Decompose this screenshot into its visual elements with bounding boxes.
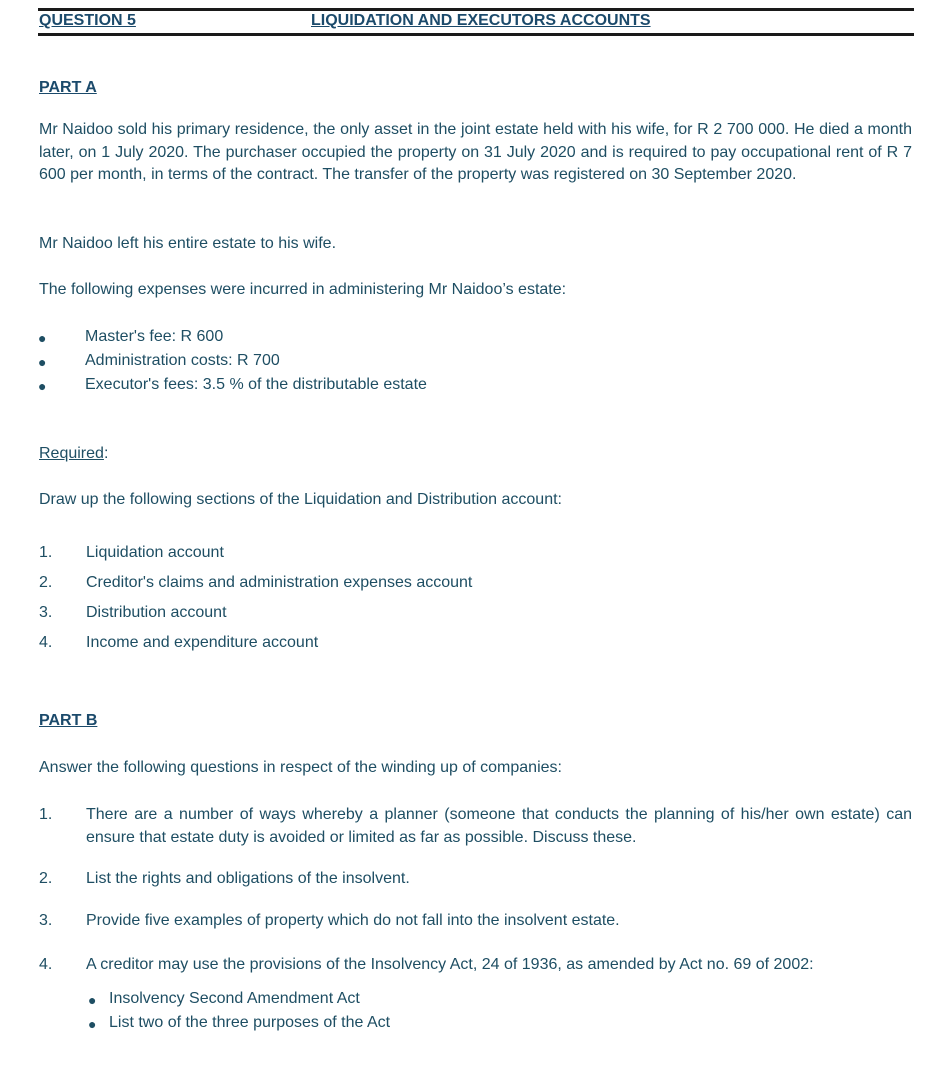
- required-colon: :: [103, 445, 109, 462]
- question-item: Provide five examples of property which do not fall into the insolvent estate.: [86, 912, 620, 929]
- bullet-icon: ●: [38, 330, 47, 346]
- sub-item: Insolvency Second Amendment Act: [109, 990, 360, 1007]
- sub-item: List two of the three purposes of the Act: [109, 1014, 391, 1031]
- part-b-heading: PART B: [39, 712, 98, 729]
- section-item: Liquidation account: [86, 544, 224, 561]
- question-number: 2.: [39, 870, 53, 887]
- section-number: 1.: [39, 544, 53, 561]
- header-top-rule: [38, 8, 914, 11]
- section-number: 2.: [39, 574, 53, 591]
- question-title: LIQUIDATION AND EXECUTORS ACCOUNTS: [311, 12, 651, 29]
- part-a-scenario-paragraph: Mr Naidoo sold his primary residence, the only asset in the joint estate held with his wife, for R 2 700 000. He died a month later, on 1 July 2020. The purchaser occupied the property on 31 July 2020 and is required to pay occupational rent of R 7 600 per month, in terms of the contract. The transfer of the property was registered on 30 September 2020.: [39, 121, 912, 183]
- question-number: QUESTION 5: [39, 12, 136, 29]
- part-a-instruction: Draw up the following sections of the Liquidation and Distribution account:: [39, 491, 562, 508]
- part-a-heading: PART A: [39, 79, 97, 96]
- required-text: Required: [39, 445, 104, 462]
- question-item: There are a number of ways whereby a planner (someone that conducts the planning of his/her own estate) can ensure that estate duty is avoided or limited as far as possible. Discuss these.: [86, 806, 912, 846]
- bullet-icon: ●: [88, 992, 97, 1008]
- part-a-estate-paragraph: Mr Naidoo left his entire estate to his wife.: [39, 235, 337, 252]
- section-number: 4.: [39, 634, 53, 651]
- section-item: Distribution account: [86, 604, 227, 621]
- bullet-icon: ●: [88, 1016, 97, 1032]
- question-item: List the rights and obligations of the insolvent.: [86, 870, 410, 887]
- bullet-icon: ●: [38, 354, 47, 370]
- header-bottom-rule: [38, 33, 914, 36]
- question-number: 3.: [39, 912, 53, 929]
- bullet-icon: ●: [38, 378, 47, 394]
- expense-item: Executor's fees: 3.5 % of the distributable estate: [85, 376, 427, 393]
- section-item: Income and expenditure account: [86, 634, 319, 651]
- question-number: 1.: [39, 806, 53, 823]
- expense-item: Master's fee: R 600: [85, 328, 224, 345]
- expense-item: Administration costs: R 700: [85, 352, 280, 369]
- required-label: [39, 445, 108, 463]
- question-number: 4.: [39, 956, 53, 973]
- part-b-intro: Answer the following questions in respect of the winding up of companies:: [39, 759, 562, 776]
- part-a-expenses-intro: The following expenses were incurred in administering Mr Naidoo’s estate:: [39, 281, 567, 298]
- question-item: A creditor may use the provisions of the Insolvency Act, 24 of 1936, as amended by Act no. 69 of 2002:: [86, 956, 814, 973]
- section-item: Creditor's claims and administration expenses account: [86, 574, 473, 591]
- section-number: 3.: [39, 604, 53, 621]
